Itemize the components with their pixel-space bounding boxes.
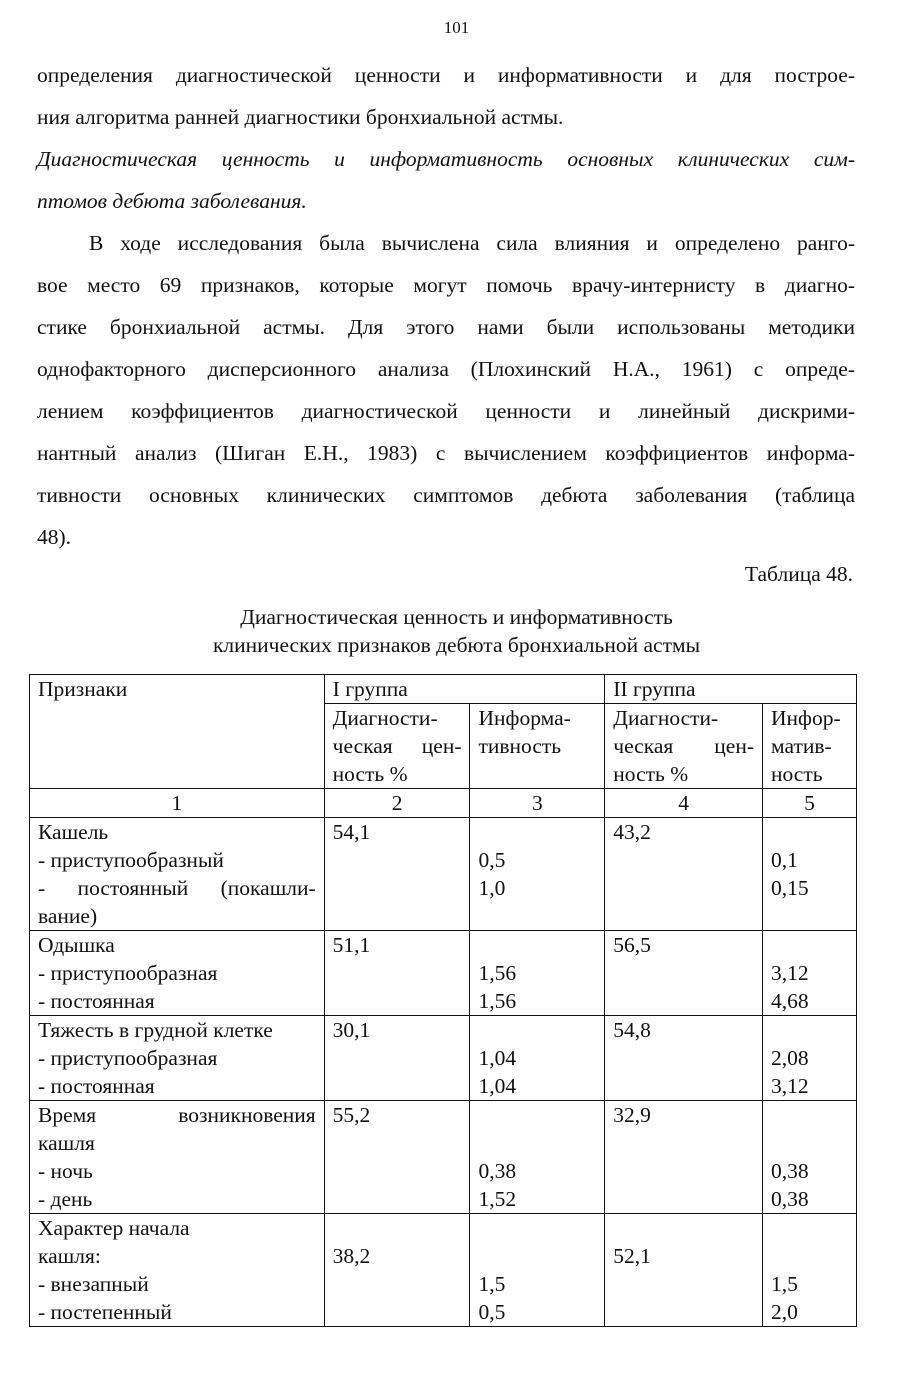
value: 1,5 [478,1272,506,1296]
value: 54,1 [332,820,371,844]
sign-line: Характер начала [38,1216,190,1240]
value: 0,15 [771,876,809,900]
value: 51,1 [332,933,371,957]
header-line: Инфор- [771,706,841,730]
value: 56,5 [613,933,651,957]
g2-info-cell [763,1101,857,1214]
paragraph-line: однофакторного дисперсионного анализа (Плохинский Н.А., 1961) с опреде- [37,357,855,381]
value: 55,2 [332,1103,371,1127]
sign-cell [30,1016,325,1101]
value [478,1214,596,1242]
subheading-line: птомов дебюта заболевания. [37,189,307,213]
value: 0,38 [771,1159,809,1183]
g2-diag-cell [605,818,763,931]
header-group1: I группа [324,675,605,704]
value [613,1214,754,1242]
header-line: ность % [613,762,689,786]
intro-text [37,54,855,138]
table-header-row [30,675,857,704]
paragraph-line: нантный анализ (Шиган Е.Н., 1983) с вычислением коэффициентов информа- [37,441,855,465]
sign-cell [30,818,325,931]
sign-line: Одышка [38,933,115,957]
header-g1-info [470,704,605,789]
g1-diag-cell [324,1214,470,1327]
header-line: ность % [332,762,408,786]
header-line: ность [771,762,823,786]
g1-diag-cell [324,931,470,1016]
value: 32,9 [613,1103,651,1127]
g2-diag-cell [605,1016,763,1101]
value: 0,38 [478,1159,517,1183]
sign-line: - ночь [38,1159,93,1183]
sign-line: кашля: [38,1244,101,1268]
value: 0,5 [478,848,506,872]
paragraph-line: стике бронхиальной астмы. Для этого нами были использованы методики [37,315,855,339]
intro-line: определения диагностической ценности и информативности и для построе- [37,63,855,87]
value: 3,12 [771,961,809,985]
sign-line: - постоянная [38,1074,155,1098]
page-number: 101 [443,18,470,37]
column-number: 4 [605,789,763,818]
value: 1,52 [478,1187,517,1211]
paragraph-line: 48). [37,525,72,549]
table-row [30,931,857,1016]
table-row [30,818,857,931]
header-line: тивность [478,734,562,758]
header-line: ческая цен- [613,734,755,758]
header-line: ческая цен- [332,734,462,758]
value [478,1242,596,1270]
value: 1,0 [478,876,506,900]
sign-line: - день [38,1187,93,1211]
g1-info-cell [470,1016,605,1101]
intro-line: ния алгоритма ранней диагностики бронхиальной астмы. [37,105,564,129]
sign-line: - постоянный (покашли- [38,876,316,900]
section-subheading [37,138,855,222]
paragraph-line: лением коэффициентов диагностической ценности и линейный дискрими- [37,399,855,423]
g2-info-cell [763,818,857,931]
value: 1,04 [478,1046,517,1070]
value [771,818,848,846]
header-signs: Признаки [30,675,325,789]
g2-info-cell [763,1016,857,1101]
value: 52,1 [613,1244,651,1268]
value [333,1214,462,1242]
value: 3,12 [771,1074,809,1098]
header-line: Диагности- [613,706,719,730]
value [771,1129,848,1157]
value: 4,68 [771,989,809,1013]
header-g2-diag [605,704,763,789]
header-g2-info [763,704,857,789]
header-line: матив- [771,734,832,758]
value [771,931,848,959]
body-paragraph [37,222,855,558]
value: 1,04 [478,1074,517,1098]
value: 54,8 [613,1018,651,1042]
column-number: 1 [30,789,325,818]
value: 2,0 [771,1300,798,1324]
sign-line: - приступообразная [38,961,218,985]
column-number: 2 [324,789,470,818]
sign-line: - приступообразный [38,848,224,872]
value [771,1242,848,1270]
sign-line: вание) [38,904,98,928]
table-row [30,1214,857,1327]
value: 30,1 [332,1018,371,1042]
paragraph-line: тивности основных клинических симптомов дебюта заболевания (таблица [37,483,855,507]
sign-cell [30,931,325,1016]
sign-cell [30,1214,325,1327]
g1-diag-cell [324,1016,470,1101]
g1-diag-cell [324,818,470,931]
value: 38,2 [332,1244,371,1268]
value [478,818,596,846]
sign-line: Тяжесть в грудной клетке [38,1018,273,1042]
value: 1,56 [478,989,517,1013]
g2-diag-cell [605,1214,763,1327]
subheading-line: Диагностическая ценность и информативность основных клинических сим- [37,147,855,171]
table-title [0,603,913,659]
value [771,1016,848,1044]
value: 0,5 [478,1300,506,1324]
value [771,1214,848,1242]
g2-diag-cell [605,1101,763,1214]
data-table [29,674,857,1327]
g1-info-cell [470,1101,605,1214]
paragraph-line: В ходе исследования была вычислена сила влияния и определено ранго- [89,231,855,255]
value: 1,5 [771,1272,798,1296]
table-row [30,1016,857,1101]
sign-line: - приступообразная [38,1046,218,1070]
g1-info-cell [470,1214,605,1327]
sign-line: - постепенный [38,1300,172,1324]
value: 0,38 [771,1187,809,1211]
value [771,1101,848,1129]
table-row [30,1101,857,1214]
value [478,1101,596,1129]
table-label: Таблица 48. [744,562,853,586]
sign-line: - постоянная [38,989,155,1013]
value [478,1129,596,1157]
g1-info-cell [470,931,605,1016]
sign-line: Время возникновения [38,1103,316,1127]
g2-diag-cell [605,931,763,1016]
column-number: 5 [763,789,857,818]
table-title-line: Диагностическая ценность и информативность [240,605,673,629]
value: 43,2 [613,820,651,844]
header-line: Информа- [478,706,571,730]
value [478,1016,596,1044]
sign-line: - внезапный [38,1272,149,1296]
g1-diag-cell [324,1101,470,1214]
paragraph-line: вое место 69 признаков, которые могут помочь врачу-интернисту в диагно- [37,273,855,297]
sign-line: Кашель [38,820,109,844]
g2-info-cell [763,1214,857,1327]
column-number-row [30,789,857,818]
sign-line: кашля [38,1131,95,1155]
value: 2,08 [771,1046,809,1070]
header-group2: II группа [605,675,857,704]
g2-info-cell [763,931,857,1016]
table-title-line: клинических признаков дебюта бронхиальной астмы [212,633,701,657]
column-number: 3 [470,789,605,818]
sign-cell [30,1101,325,1214]
header-line: Диагности- [332,706,438,730]
header-g1-diag [324,704,470,789]
value: 1,56 [478,961,517,985]
value: 0,1 [771,848,798,872]
value [478,931,596,959]
g1-info-cell [470,818,605,931]
